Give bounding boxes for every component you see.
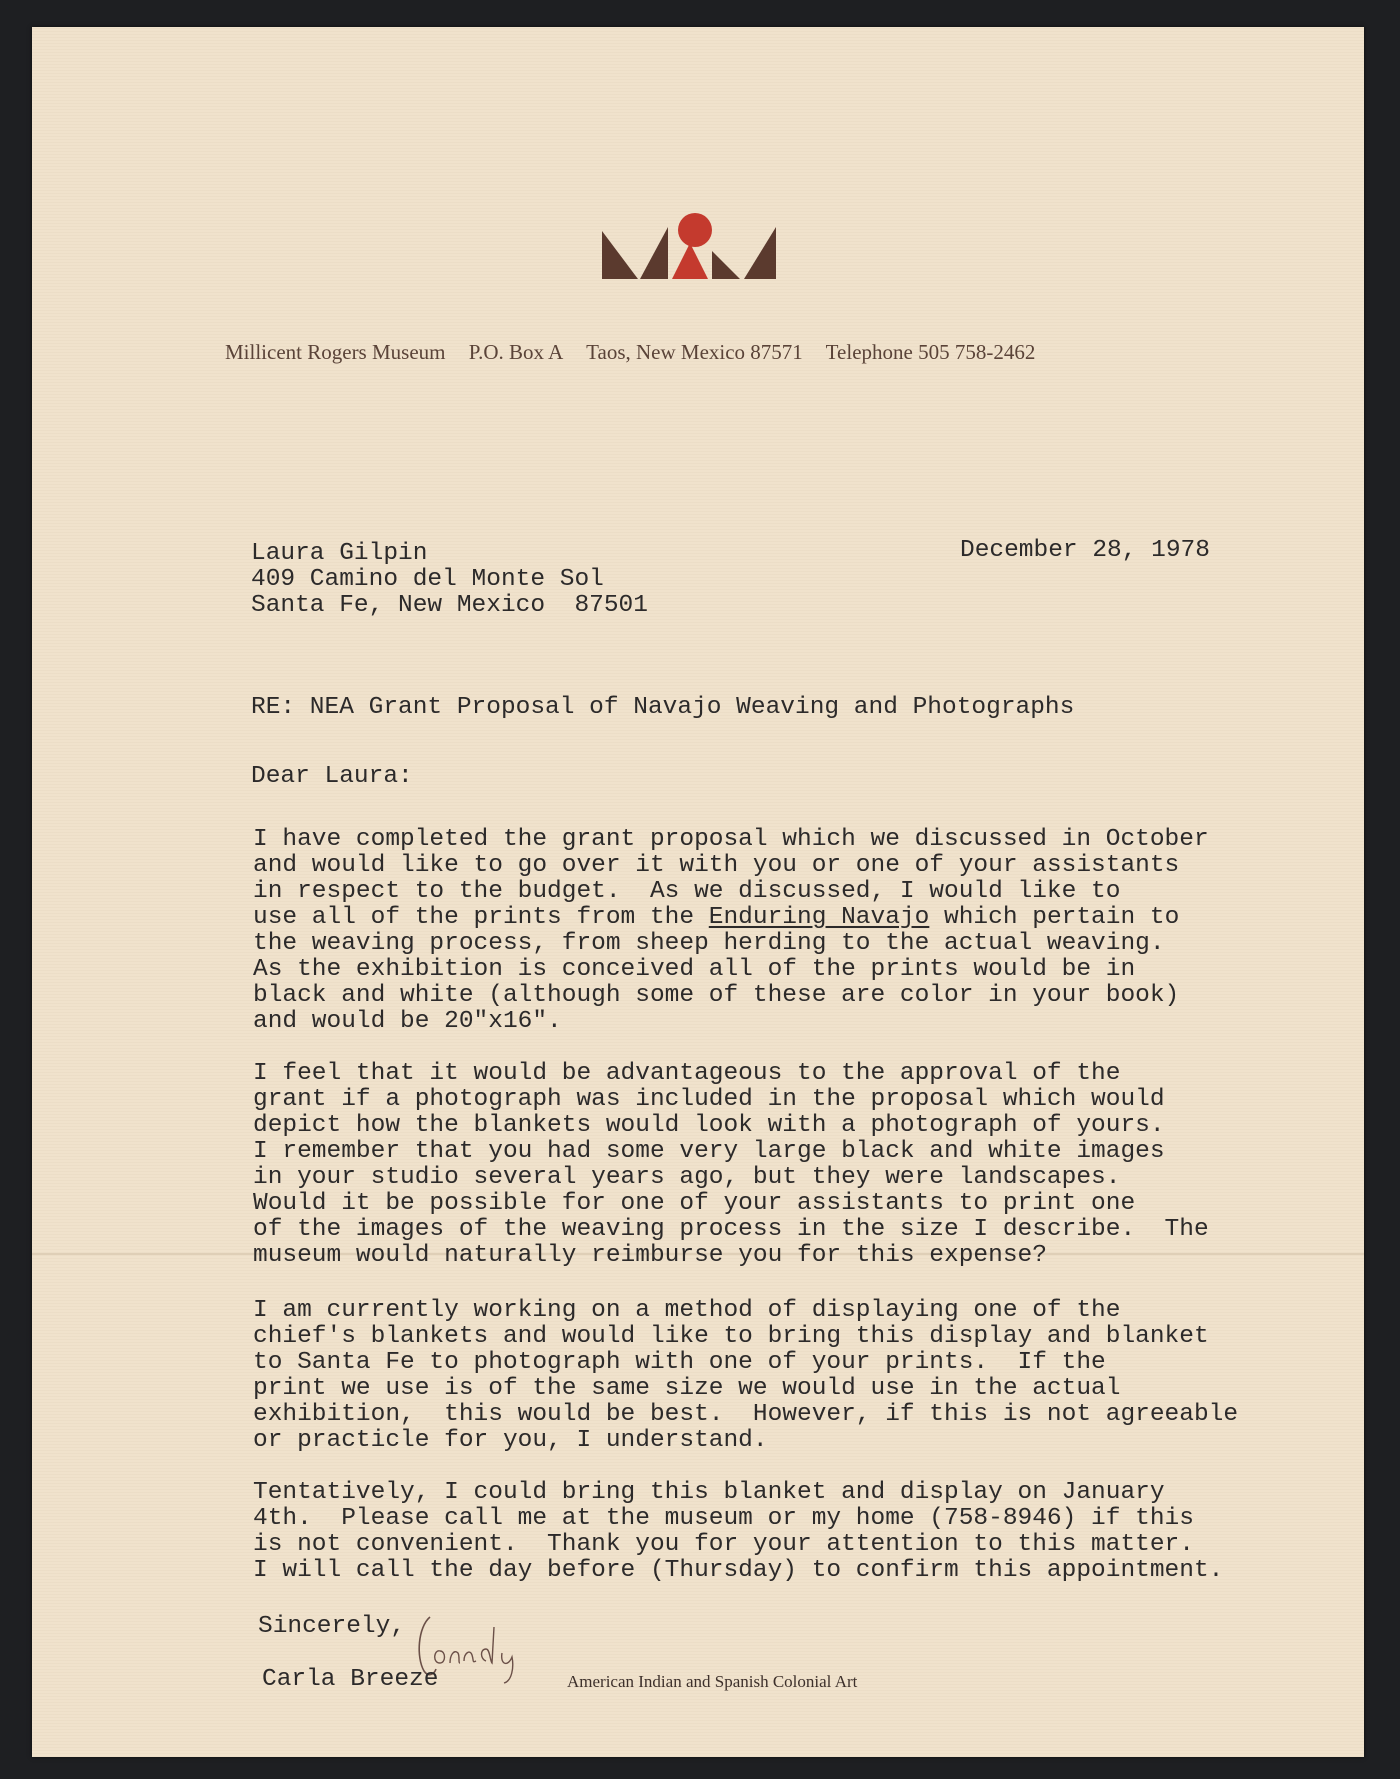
paragraph-4 [253,1480,1223,1584]
recipient-city: Santa Fe, New Mexico 87501 [251,592,648,619]
text-line: of the images of the weaving process in the size I describe. The [253,1216,1209,1243]
book-title: Enduring Navajo [708,904,930,931]
text-line: I am currently working on a method of displaying one of the [253,1297,1121,1324]
text-fragment: which pertain to [929,904,1180,931]
letter-page [32,27,1364,1757]
subject-line: RE: NEA Grant Proposal of Navajo Weaving and Photographs [251,694,1075,721]
text-line: exhibition, this would be best. However, if this is not agreeable [253,1401,1239,1428]
salutation: Dear Laura: [251,763,413,790]
paragraph-3 [253,1298,1238,1454]
text-line [253,905,1209,931]
letterhead-address [225,340,1225,365]
signer-name: Carla Breeze [262,1666,439,1693]
closing: Sincerely, [258,1613,406,1640]
text-line: in respect to the budget. As we discussed, I would like to [253,878,1121,905]
text-line: print we use is of the same size we would use in the actual [253,1375,1121,1402]
recipient-address [251,541,648,619]
text-fragment: use all of the prints from the [253,904,709,931]
text-line: I feel that it would be advantageous to the approval of the [253,1060,1121,1087]
recipient-name: Laura Gilpin [251,540,428,567]
paragraph-1 [253,827,1209,1035]
letter-date: December 28, 1978 [960,537,1210,564]
text-line: black and white (although some of these are color in your book) [253,982,1180,1009]
city-state-zip: Taos, New Mexico 87571 [586,340,803,364]
museum-logo-icon [602,213,802,313]
text-line: Tentatively, I could bring this blanket and display on January [253,1479,1165,1506]
text-line: is not convenient. Thank you for your attention to this matter. [253,1531,1194,1558]
paragraph-2 [253,1061,1209,1269]
text-line: Would it be possible for one of your assistants to print one [253,1190,1136,1217]
text-line: As the exhibition is conceived all of the prints would be in [253,956,1136,983]
text-line: museum would naturally reimburse you for this expense? [253,1242,1047,1269]
text-line: depict how the blankets would look with a photograph of yours. [253,1112,1165,1139]
text-line: and would like to go over it with you or one of your assistants [253,852,1180,879]
text-line: I will call the day before (Thursday) to confirm this appointment. [253,1557,1224,1584]
text-line: to Santa Fe to photograph with one of your prints. If the [253,1349,1106,1376]
telephone: Telephone 505 758-2462 [825,340,1036,364]
text-line: and would be 20"x16". [253,1008,562,1035]
text-line: grant if a photograph was included in the proposal which would [253,1086,1165,1113]
text-line: 4th. Please call me at the museum or my home (758-8946) if this [253,1505,1194,1532]
text-line: the weaving process, from sheep herding to the actual weaving. [253,930,1165,957]
text-line: I remember that you had some very large black and white images [253,1138,1165,1165]
recipient-street: 409 Camino del Monte Sol [251,566,604,593]
text-line: or practicle for you, I understand. [253,1427,768,1454]
po-box: P.O. Box A [468,340,564,364]
text-line: chief's blankets and would like to bring this display and blanket [253,1323,1209,1350]
text-line: in your studio several years ago, but they were landscapes. [253,1164,1121,1191]
text-line: I have completed the grant proposal which we discussed in October [253,826,1209,853]
museum-tagline: American Indian and Spanish Colonial Art [567,1672,858,1691]
institution-name: Millicent Rogers Museum [225,340,446,364]
